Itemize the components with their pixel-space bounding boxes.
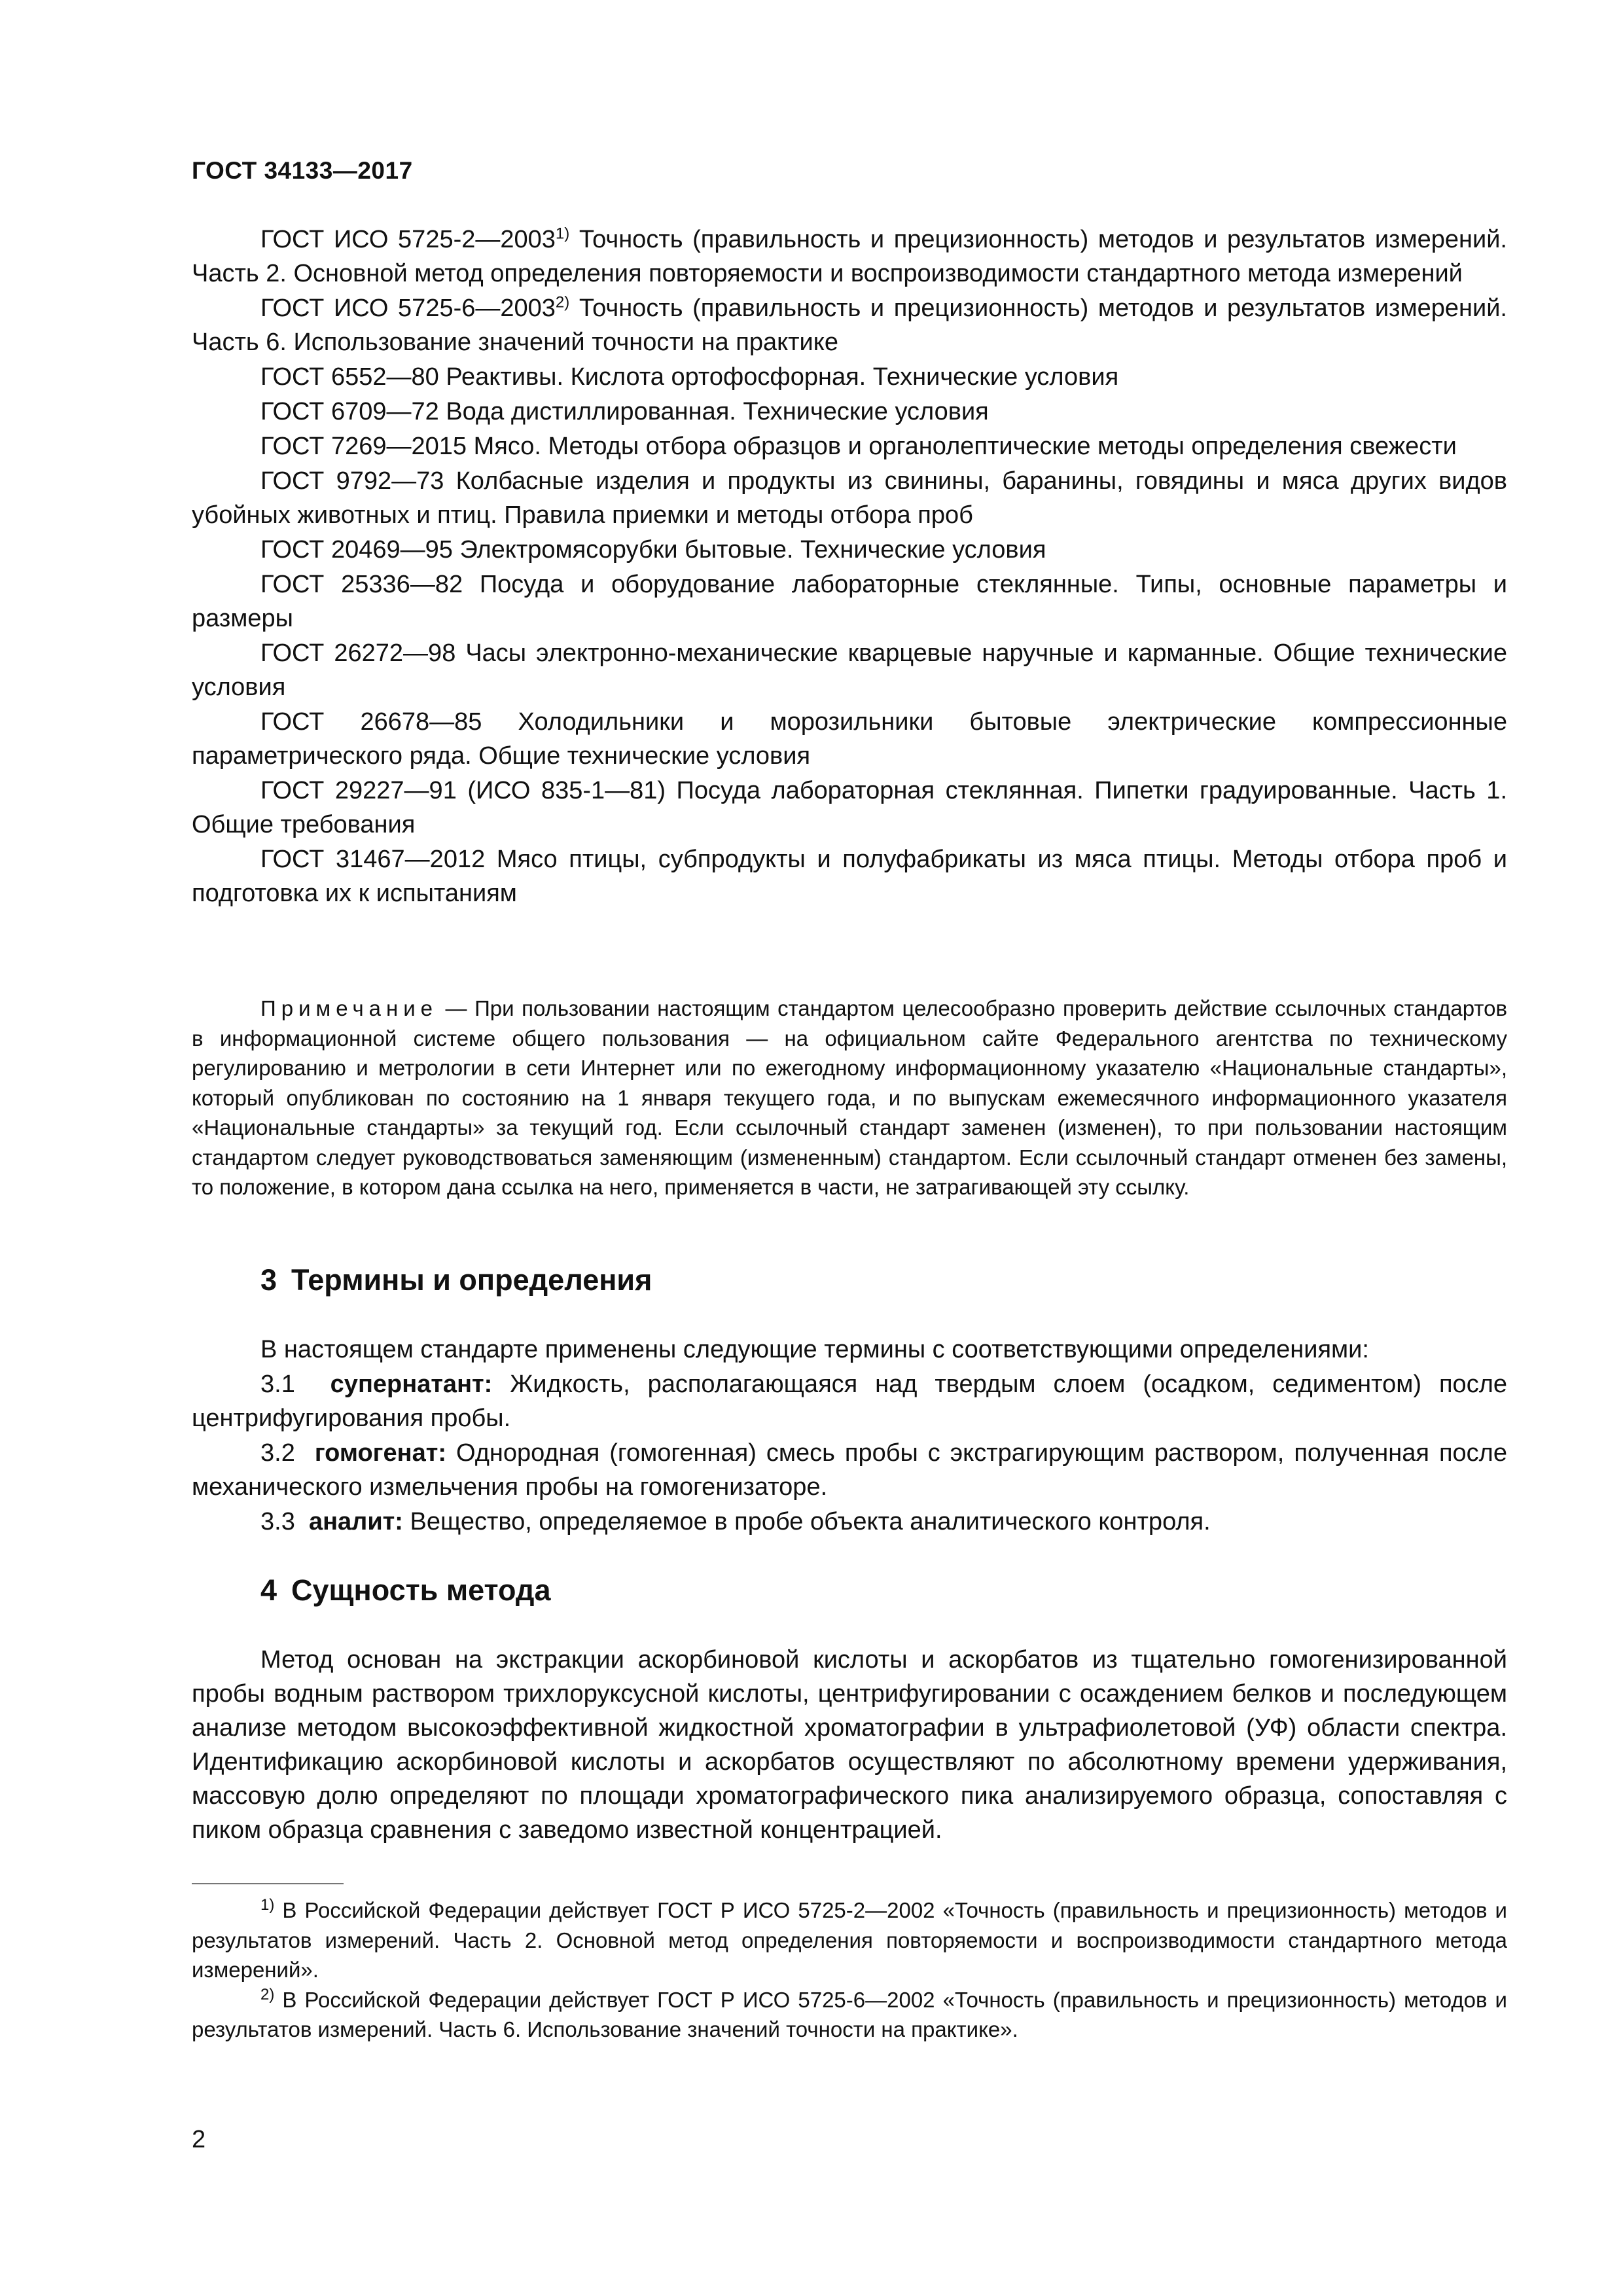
note-label: Примечание (260, 996, 438, 1020)
references-note (192, 994, 1507, 1202)
reference-item: ГОСТ 31467—2012 Мясо птицы, субпродукты и полуфабрикаты из мяса птицы. Методы отбора проб и подготовка их к испытаниям (192, 846, 1507, 907)
footnote: $^{1)}$ В Российской Федерации действует ГОСТ Р ИСО 5725-2—2002 «Точность (правильность и прецизионность) методов и результатов измерений. Часть 2. Основной метод определения повторяемости и воспроизводимости стандартного метода измерений». (192, 1896, 1507, 1982)
document-header: ГОСТ 34133—2017 (192, 157, 413, 184)
section-4-text: Метод основан на экстракции аскорбиновой кислоты и аскорбатов из тщательно гомогенизированной пробы водным раствором трихлоруксусной кислоты, центрифугировании с осаждением белков и последующем анализе методом высокоэффективной жидкостной хроматографии в ультрафиолетовой (УФ) области спектра. Идентификацию аскорбиновой кислоты и аскорбатов осуществляют по абсолютному времени удерживания, массовую долю определяют по площади хроматографического пика анализируемого образца, сопоставляя с пиком образца сравнения с заведомо известной концентрацией. (192, 1646, 1507, 1844)
reference-item: ГОСТ ИСО 5725-6—2003$^{2)}$ Точность (правильность и прецизионность) методов и результатов измерений. Часть 6. Использование значений точности на практике (192, 293, 1507, 356)
reference-item: ГОСТ 6552—80 Реактивы. Кислота ортофосфорная. Технические условия (260, 363, 1119, 391)
footnote-divider (192, 1883, 344, 1884)
section-4-heading: 4 Сущность метода (260, 1573, 551, 1607)
footnotes (192, 1895, 1507, 2045)
section-3-intro: В настоящем стандарте применены следующие термины с соответствующими определениями: (260, 1336, 1369, 1363)
reference-item: ГОСТ 20469—95 Электромясорубки бытовые. Технические условия (260, 536, 1046, 564)
reference-item: ГОСТ 7269—2015 Мясо. Методы отбора образцов и органолептические методы определения свежести (260, 433, 1457, 460)
reference-item: ГОСТ 25336—82 Посуда и оборудование лабораторные стеклянные. Типы, основные параметры и размеры (192, 571, 1507, 632)
term-definition: 3.1 супернатант: Жидкость, располагающаяся над твердым слоем (осадком, седиментом) после центрифугирования пробы. (192, 1371, 1507, 1432)
term-definition: 3.2 гомогенат: Однородная (гомогенная) смесь пробы с экстрагирующим раствором, полученная после механического измельчения пробы на гомогенизаторе. (192, 1439, 1507, 1501)
section-3-body (192, 1333, 1507, 1539)
footnote: $^{2)}$ В Российской Федерации действует ГОСТ Р ИСО 5725-6—2002 «Точность (правильность и прецизионность) методов и результатов измерений. Часть 6. Использование значений точности на практике». (192, 1985, 1507, 2041)
reference-item: ГОСТ 6709—72 Вода дистиллированная. Технические условия (260, 398, 989, 425)
section-3-heading: 3 Термины и определения (260, 1263, 652, 1297)
reference-item: ГОСТ 26678—85 Холодильники и морозильники бытовые электрические компрессионные параметрического ряда. Общие технические условия (192, 708, 1507, 770)
term-definition: 3.3 аналит: Вещество, определяемое в пробе объекта аналитического контроля. (260, 1508, 1211, 1535)
reference-item: ГОСТ ИСО 5725-2—2003$^{1)}$ Точность (правильность и прецизионность) методов и результатов измерений. Часть 2. Основной метод определения повторяемости и воспроизводимости стандартного метода измерений (192, 224, 1507, 287)
note-text: — При пользовании настоящим стандартом целесообразно проверить действие ссылочных стандартов в информационной системе общего пользования — на официальном сайте Федерального агентства по техническому регулированию и метрологии в сети Интернет или по ежегодному информационному указателю «Национальные стандарты», который опубликован по состоянию на 1 января текущего года, и по выпускам ежемесячного информационного указателя «Национальные стандарты» за текущий год. Если ссылочный стандарт заменен (изменен), то при пользовании настоящим стандартом следует руководствоваться заменяющим (измененным) стандартом. Если ссылочный стандарт отменен без замены, то положение, в котором дана ссылка на него, применяется в части, не затрагивающей эту ссылку. (192, 996, 1507, 1199)
section-4-body (192, 1643, 1507, 1848)
normative-references (192, 223, 1507, 911)
reference-item: ГОСТ 9792—73 Колбасные изделия и продукты из свинины, баранины, говядины и мяса других видов убойных животных и птиц. Правила приемки и методы отбора проб (192, 467, 1507, 529)
reference-item: ГОСТ 29227—91 (ИСО 835-1—81) Посуда лабораторная стеклянная. Пипетки градуированные. Часть 1. Общие требования (192, 777, 1508, 838)
reference-item: ГОСТ 26272—98 Часы электронно-механические кварцевые наручные и карманные. Общие технические условия (192, 639, 1507, 701)
page-number: 2 (192, 2126, 206, 2153)
